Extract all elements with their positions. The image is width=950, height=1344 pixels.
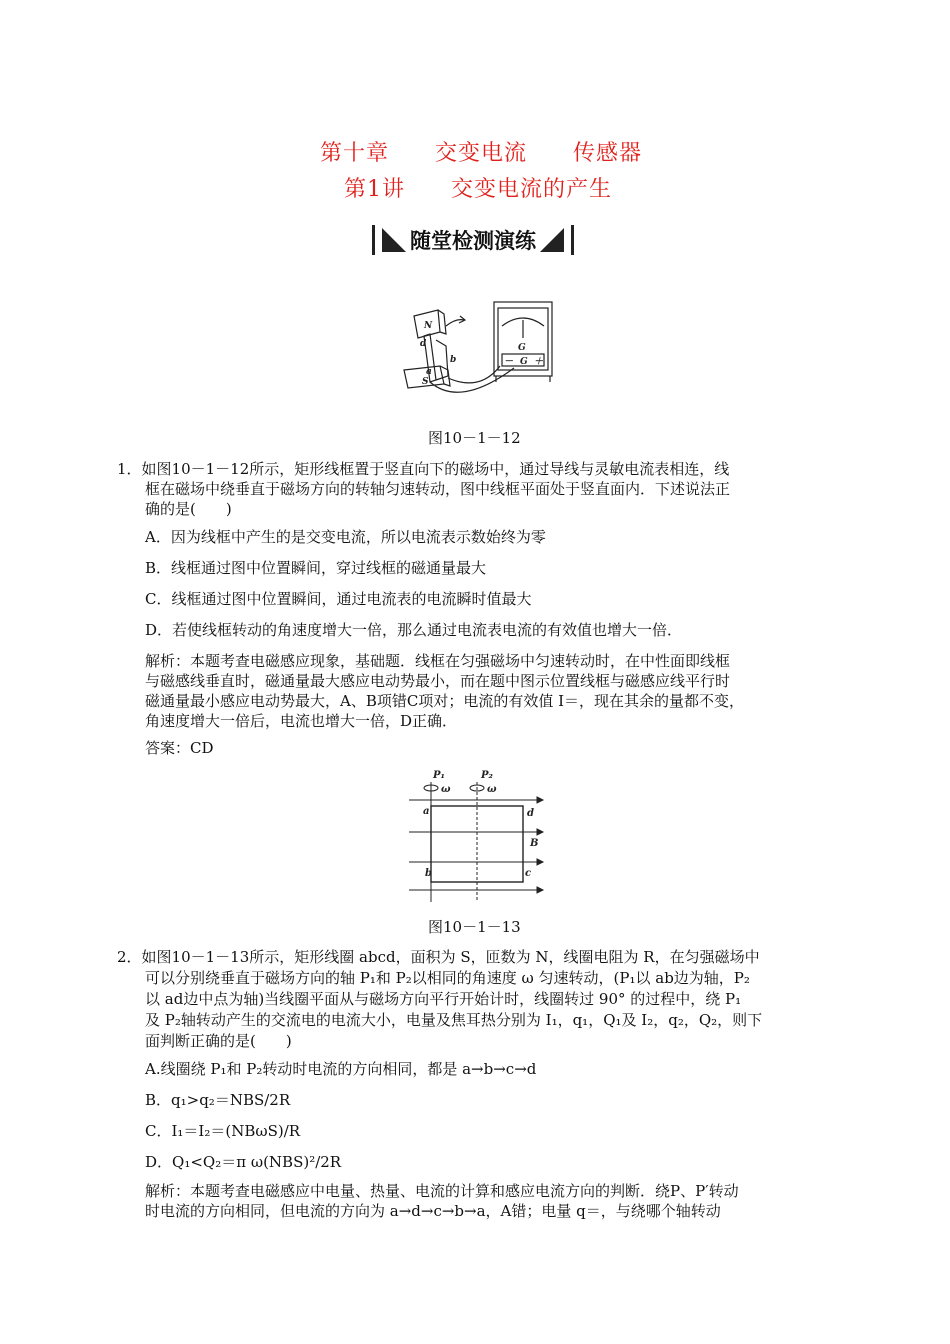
- q2-stem-line-4: 及 P₂轴转动产生的交流电的电流大小，电量及焦耳热分别为 I₁，q₁，Q₁及 I₂，q₂，Q₂，则下: [145, 1011, 763, 1029]
- q1-answer: 答案：CD: [145, 739, 214, 757]
- q2-option-a: A.线圈绕 P₁和 P₂转动时电流的方向相同，都是 a→b→c→d: [145, 1060, 537, 1078]
- figure-generator-diagram: [390, 296, 560, 414]
- lecture-title: 第1讲 交变电流的产生: [344, 177, 612, 202]
- label-omega-1: ω: [441, 784, 451, 795]
- label-field: B: [530, 838, 539, 849]
- figure-coil-field-diagram: [405, 766, 545, 902]
- section-banner: [348, 220, 598, 260]
- figure1-caption: 图10－1－12: [428, 429, 521, 447]
- label-d: d: [527, 808, 534, 819]
- figure2-caption: 图10－1－13: [428, 918, 521, 936]
- q1-analysis-line-3: 磁通量最小感应电动势最大，A、B项错C项对；电流的有效值 I＝，现在其余的量都不变，: [145, 692, 745, 710]
- q2-option-b: B．q₁>q₂＝NBS/2R: [145, 1091, 291, 1109]
- field-arrow-4: [537, 887, 543, 893]
- label-s: S: [422, 377, 429, 387]
- q2-stem-line-1: 2．如图10－1－13所示，矩形线圈 abcd，面积为 S，匝数为 N，线圈电阻为 R，在匀强磁场中: [117, 948, 760, 966]
- q1-option-d: D．若使线框转动的角速度增大一倍，那么通过电流表电流的有效值也增大一倍．: [145, 621, 683, 639]
- rotation-arrow: [446, 320, 464, 326]
- q1-stem-line-3: 确的是( ): [145, 500, 232, 518]
- q1-option-b: B．线框通过图中位置瞬间，穿过线框的磁通量最大: [145, 559, 487, 577]
- q1-analysis-line-4: 角速度增大一倍后，电流也增大一倍，D正确．: [145, 712, 458, 730]
- label-p1: P₁: [433, 770, 445, 781]
- banner-triangle-left: [382, 228, 406, 252]
- label-b: b: [425, 868, 432, 879]
- q2-analysis-line-1: 解析：本题考查电磁感应中电量、热量、电流的计算和感应电流方向的判断．绕P、P′转动: [145, 1182, 739, 1200]
- wire-1: [448, 366, 500, 383]
- q2-option-d: D．Q₁<Q₂＝π ω(NBS)²/2R: [145, 1153, 342, 1171]
- label-meter: G: [518, 343, 526, 353]
- q1-option-a: A．因为线框中产生的是交变电流，所以电流表示数始终为零: [145, 528, 546, 546]
- q1-analysis-line-1: 解析：本题考查电磁感应现象，基础题．线框在匀强磁场中匀速转动时，在中性面即线框: [145, 652, 731, 670]
- q2-option-c: C．I₁＝I₂＝(NBωS)/R: [145, 1122, 301, 1140]
- label-d: d: [420, 339, 427, 349]
- label-n: N: [424, 321, 433, 331]
- field-arrow-1: [537, 797, 543, 803]
- q1-stem-line-2: 框在磁场中绕垂直于磁场方向的转轴匀速转动，图中线框平面处于竖直面内．下述说法正: [145, 480, 731, 498]
- label-g: G: [520, 357, 528, 367]
- banner-triangle-right: [540, 228, 564, 252]
- q1-analysis-line-2: 与磁感线垂直时，磁通量最大感应电动势最小，而在题中图示位置线框与磁感应线平行时: [145, 672, 731, 690]
- q1-stem-line-1: 1．如图10－1－12所示，矩形线框置于竖直向下的磁场中，通过导线与灵敏电流表相连，线: [117, 460, 730, 478]
- q1-option-c: C．线框通过图中位置瞬间，通过电流表的电流瞬时值最大: [145, 590, 532, 608]
- label-a: a: [423, 806, 430, 817]
- label-omega-2: ω: [487, 784, 497, 795]
- banner-bar-right: [571, 225, 574, 255]
- label-minus: －: [504, 357, 514, 367]
- q2-stem-line-2: 可以分别绕垂直于磁场方向的轴 P₁和 P₂以相同的角速度 ω 匀速转动，(P₁以 ab边为轴，P₂: [145, 969, 750, 987]
- q2-stem-line-5: 面判断正确的是( ): [145, 1032, 292, 1050]
- label-plus: ＋: [534, 357, 544, 367]
- label-b: b: [450, 355, 457, 365]
- banner-text: 随堂检测演练: [410, 229, 536, 253]
- label-a: a: [426, 367, 432, 377]
- field-arrow-2: [537, 829, 543, 835]
- label-c: c: [525, 868, 532, 879]
- banner-bar-left: [372, 225, 375, 255]
- q2-stem-line-3: 以 ad边中点为轴)当线圈平面从与磁场方向平行开始计时，线圈转过 90° 的过程中，绕 P₁: [145, 990, 742, 1008]
- field-arrow-3: [537, 859, 543, 865]
- chapter-title: 第十章 交变电流 传感器: [320, 141, 643, 166]
- label-p2: P₂: [481, 770, 493, 781]
- q2-analysis-line-2: 时电流的方向相同，但电流的方向为 a→d→c→b→a，A错；电量 q＝，与绕哪个轴转动: [145, 1202, 721, 1220]
